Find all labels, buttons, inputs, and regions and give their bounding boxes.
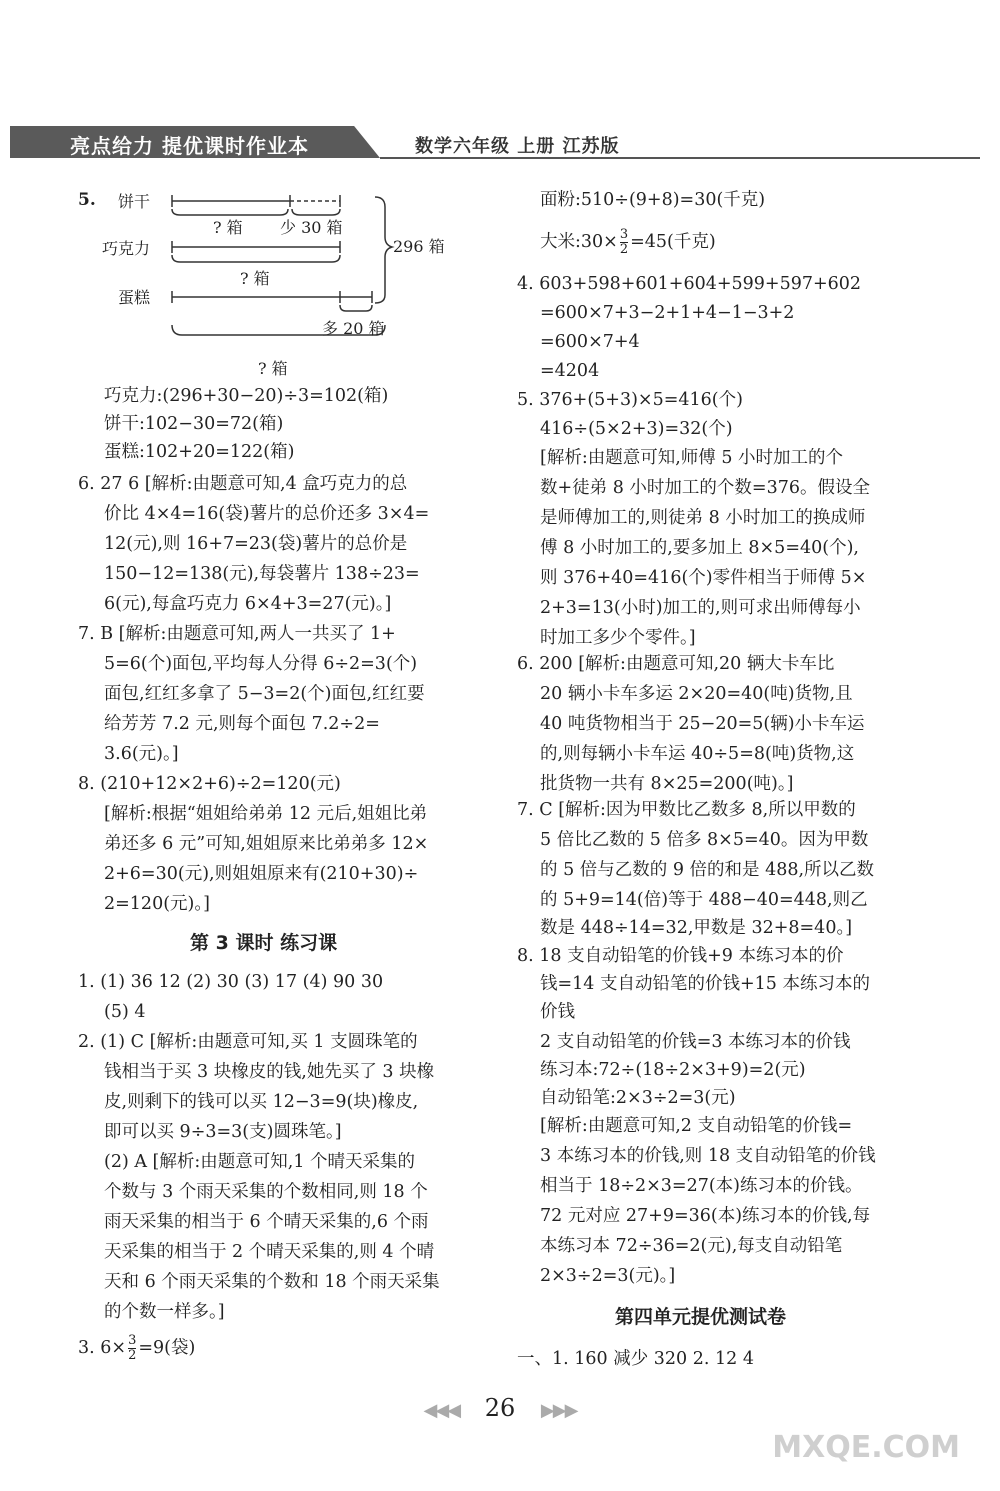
right-line: 面粉:510÷(9+8)=30(千克) [540, 190, 766, 210]
right-line: 相当于 18÷2×3=27(本)练习本的价钱。 [540, 1176, 863, 1196]
right-line: 数是 448÷14=32,甲数是 32+8=40。] [540, 918, 853, 938]
left-line: 150−12=138(元),每袋薯片 138÷23= [104, 564, 420, 584]
left-line: 的个数一样多。] [104, 1302, 225, 1322]
left-line: 6. 27 6 [解析:由题意可知,4 盒巧克力的总 [78, 474, 408, 494]
right-line: 批货物一共有 8×25=200(吨)。] [540, 774, 794, 794]
right-line: 20 辆小卡车多运 2×20=40(吨)货物,且 [540, 684, 853, 704]
left-line: 钱相当于买 3 块橡皮的钱,她先买了 3 块橡 [104, 1062, 435, 1082]
left-line: [解析:根据“姐姐给弟弟 12 元后,姐姐比弟 [104, 804, 428, 824]
watermark: MXQE.COM [772, 1430, 960, 1465]
right-line: 5 倍比乙数的 5 倍多 8×5=40。因为甲数 [540, 830, 869, 850]
right-line: 傅 8 小时加工的,要多加上 8×5=40(个), [540, 538, 859, 558]
prev-arrows-icon: ◀◀◀ [423, 1400, 460, 1421]
label-cookie: 饼干 [118, 192, 151, 211]
left-line: 6(元),每盒巧克力 6×4+3=27(元)。] [104, 594, 392, 614]
right-line: 的 5 倍与乙数的 9 倍的和是 488,所以乙数 [540, 860, 875, 880]
right-line: 2+3=13(小时)加工的,则可求出师傅每小 [540, 598, 861, 618]
label-q2: ? 箱 [240, 269, 270, 288]
left-line: 雨天采集的相当于 6 个晴天采集的,6 个雨 [104, 1212, 429, 1232]
right-line: [解析:由题意可知,师傅 5 小时加工的个 [540, 448, 844, 468]
section-title-left: 第 3 课时 练习课 [190, 932, 338, 954]
right-line: [解析:由题意可知,2 支自动铅笔的价钱= [540, 1116, 853, 1136]
right-line: 5. 376+(5+3)×5=416(个) [517, 390, 743, 410]
label-total: 296 箱 [393, 237, 445, 256]
label-chocolate: 巧克力 [102, 239, 151, 258]
left-line: 饼干:102−30=72(箱) [104, 414, 284, 434]
page-footer [0, 1394, 1000, 1422]
left-line: 价比 4×4=16(袋)薯片的总价还多 3×4= [104, 504, 430, 524]
right-line: 3 本练习本的价钱,则 18 支自动铅笔的价钱 [540, 1146, 876, 1166]
left-line: 2. (1) C [解析:由题意可知,买 1 支圆珠笔的 [78, 1032, 418, 1052]
right-line: 的,则每辆小卡车运 40÷5=8(吨)货物,这 [540, 744, 855, 764]
left-line: 即可以买 9÷3=3(支)圆珠笔。] [104, 1122, 342, 1142]
right-line: 2×3÷2=3(元)。] [540, 1266, 676, 1286]
left-line: 天采集的相当于 2 个晴天采集的,则 4 个晴 [104, 1242, 435, 1262]
right-formula-rice: 大米:30× $\frac{3}{2}$ =45(千克) [540, 227, 716, 257]
right-line: 练习本:72÷(18÷2×3+9)=2(元) [540, 1060, 806, 1080]
label-q3: ? 箱 [258, 359, 288, 378]
left-line: 给芳芳 7.2 元,则每个面包 7.2÷2= [104, 714, 380, 734]
diagram-number: 5. [78, 190, 96, 210]
right-line: 是师傅加工的,则徒弟 8 小时加工的换成师 [540, 508, 866, 528]
left-line: (5) 4 [104, 1002, 146, 1022]
left-line: 面包,红红多拿了 5−3=2(个)面包,红红要 [104, 684, 425, 704]
right-line: 价钱 [540, 1002, 575, 1022]
left-line: 7. B [解析:由题意可知,两人一共买了 1+ [78, 624, 396, 644]
left-line: (2) A [解析:由题意可知,1 个晴天采集的 [104, 1152, 416, 1172]
left-line: 个数与 3 个雨天采集的个数相同,则 18 个 [104, 1182, 428, 1202]
left-line: 12(元),则 16+7=23(袋)薯片的总价是 [104, 534, 408, 554]
page-number: 26 [484, 1394, 516, 1422]
left-line: 3.6(元)。] [104, 744, 179, 764]
label-less: 少 30 箱 [280, 218, 343, 237]
right-line: =600×7+4 [540, 332, 640, 352]
left-line: 2=120(元)。] [104, 894, 210, 914]
left-line: 5=6(个)面包,平均每人分得 6÷2=3(个) [104, 654, 418, 674]
label-more: 多 20 箱 [322, 319, 385, 338]
right-line: 2 支自动铅笔的价钱=3 本练习本的价钱 [540, 1032, 851, 1052]
right-line: 6. 200 [解析:由题意可知,20 辆大卡车比 [517, 654, 835, 674]
header-rule [380, 157, 980, 159]
left-line: 2+6=30(元),则姐姐原来有(210+30)÷ [104, 864, 419, 884]
section-title-right: 第四单元提优测试卷 [615, 1306, 787, 1328]
right-line: 数+徒弟 8 小时加工的个数=376。假设全 [540, 478, 870, 498]
right-line: 7. C [解析:因为甲数比乙数多 8,所以甲数的 [517, 800, 856, 820]
next-arrows-icon: ▶▶▶ [540, 1400, 577, 1421]
right-line: =600×7+3−2+1+4−1−3+2 [540, 303, 795, 323]
right-line: 一、1. 160 减少 320 2. 12 4 [517, 1349, 754, 1369]
fraction: $\frac{3}{2}$ [619, 227, 629, 257]
header-title: 亮点给力 提优课时作业本 [70, 134, 309, 158]
right-line: 的 5+9=14(倍)等于 488−40=448,则乙 [540, 890, 868, 910]
right-line: 72 元对应 27+9=36(本)练习本的价钱,每 [540, 1206, 871, 1226]
left-line: 皮,则剩下的钱可以买 12−3=9(块)橡皮, [104, 1092, 419, 1112]
fraction: $\frac{3}{2}$ [128, 1333, 137, 1363]
right-line: 4. 603+598+601+604+599+597+602 [517, 274, 862, 294]
right-line: 时加工多少个零件。] [540, 628, 696, 648]
left-line: 8. (210+12×2+6)÷2=120(元) [78, 774, 341, 794]
right-line: 钱=14 支自动铅笔的价钱+15 本练习本的 [540, 974, 870, 994]
left-line: 巧克力:(296+30−20)÷3=102(箱) [104, 386, 389, 406]
right-line: 本练习本 72÷36=2(元),每支自动铅笔 [540, 1236, 843, 1256]
right-line: 自动铅笔:2×3÷2=3(元) [540, 1088, 736, 1108]
right-line: 40 吨货物相当于 25−20=5(辆)小卡车运 [540, 714, 865, 734]
right-line: 则 376+40=416(个)零件相当于师傅 5× [540, 568, 867, 588]
header-subtitle: 数学六年级 上册 江苏版 [415, 136, 620, 157]
left-line: 天和 6 个雨天采集的个数和 18 个雨天采集 [104, 1272, 440, 1292]
diagram-lines [160, 185, 460, 365]
right-line: 8. 18 支自动铅笔的价钱+9 本练习本的价 [517, 946, 844, 966]
label-cake: 蛋糕 [118, 288, 151, 307]
label-q1: ? 箱 [213, 218, 243, 237]
left-formula-3: 3. 6× $\frac{3}{2}$ =9(袋) [78, 1333, 196, 1363]
right-line: 416÷(5×2+3)=32(个) [540, 419, 733, 439]
left-line: 弟还多 6 元”可知,姐姐原来比弟弟多 12× [104, 834, 429, 854]
left-line: 蛋糕:102+20=122(箱) [104, 442, 295, 462]
left-line: 1. (1) 36 12 (2) 30 (3) 17 (4) 90 30 [78, 972, 384, 992]
right-line: =4204 [540, 361, 600, 381]
